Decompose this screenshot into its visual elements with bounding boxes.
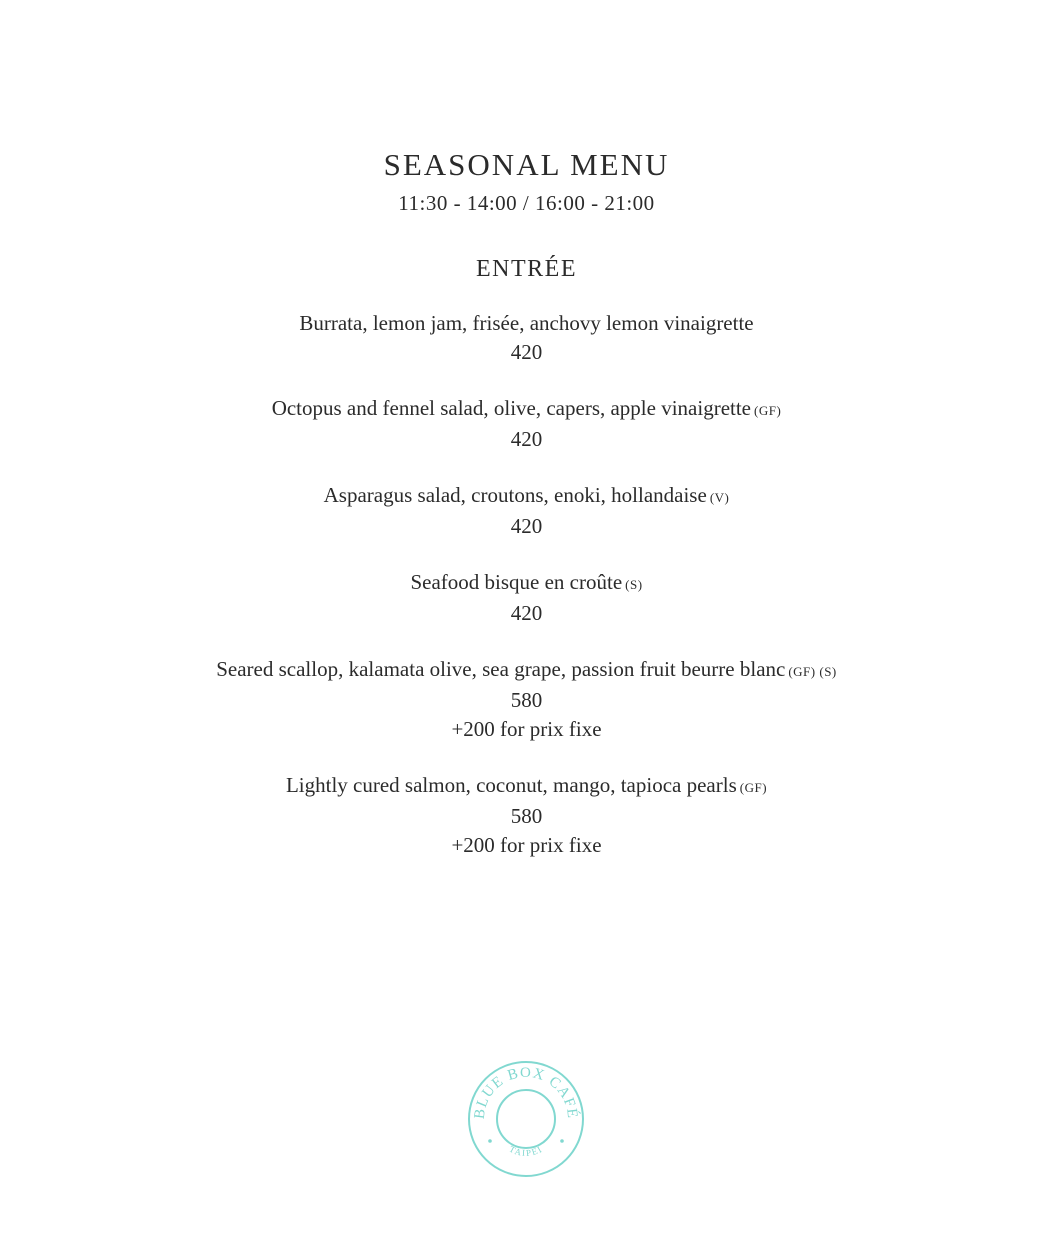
logo-subtext: TAIPEI — [507, 1143, 545, 1159]
blue-box-cafe-logo — [466, 1059, 586, 1179]
dish-item — [0, 655, 1053, 744]
logo-text: BLUE BOX CAFÉ — [471, 1065, 581, 1120]
dish-name: Seared scallop, kalamata olive, sea grape, passion fruit beurre blanc (GF) (S) — [216, 657, 837, 681]
logo-inner-ring — [497, 1090, 555, 1148]
dish-price: 420 — [510, 514, 543, 538]
dietary-tag: (GF) — [754, 403, 782, 418]
dish-item — [0, 394, 1053, 454]
logo-dot-left — [488, 1139, 492, 1143]
dish-price: 420 — [510, 340, 543, 364]
dish-name: Seafood bisque en croûte (S) — [410, 570, 643, 594]
dish-price: 580 — [510, 688, 543, 712]
dietary-tag: (GF) — [739, 780, 768, 795]
dish-price: 580 — [510, 804, 543, 828]
dish-item — [0, 771, 1053, 860]
menu — [0, 146, 1053, 887]
dish-item — [0, 568, 1053, 628]
dish-name: Asparagus salad, croutons, enoki, hollandaise (V) — [323, 483, 730, 507]
dish-price: 420 — [510, 601, 543, 625]
dish-item — [0, 309, 1053, 367]
dish-name: Octopus and fennel salad, olive, capers, apple vinaigrette (GF) — [271, 396, 782, 420]
prix-fixe-note: +200 for prix fixe — [451, 717, 602, 741]
prix-fixe-note: +200 for prix fixe — [451, 833, 602, 857]
dish-price: 420 — [510, 427, 543, 451]
dish-name: Lightly cured salmon, coconut, mango, tapioca pearls (GF) — [285, 773, 768, 797]
section-title: ENTRÉE — [476, 256, 577, 282]
dish-item — [0, 481, 1053, 541]
menu-title: SEASONAL MENU — [383, 147, 670, 182]
dietary-tag: (GF) (S) — [788, 664, 837, 679]
logo-dot-right — [560, 1139, 564, 1143]
opening-hours: 11:30 - 14:00 / 16:00 - 21:00 — [398, 191, 655, 215]
dish-name: Burrata, lemon jam, frisée, anchovy lemon vinaigrette — [299, 311, 754, 335]
dietary-tag: (V) — [709, 490, 730, 505]
dietary-tag: (S) — [625, 577, 643, 592]
